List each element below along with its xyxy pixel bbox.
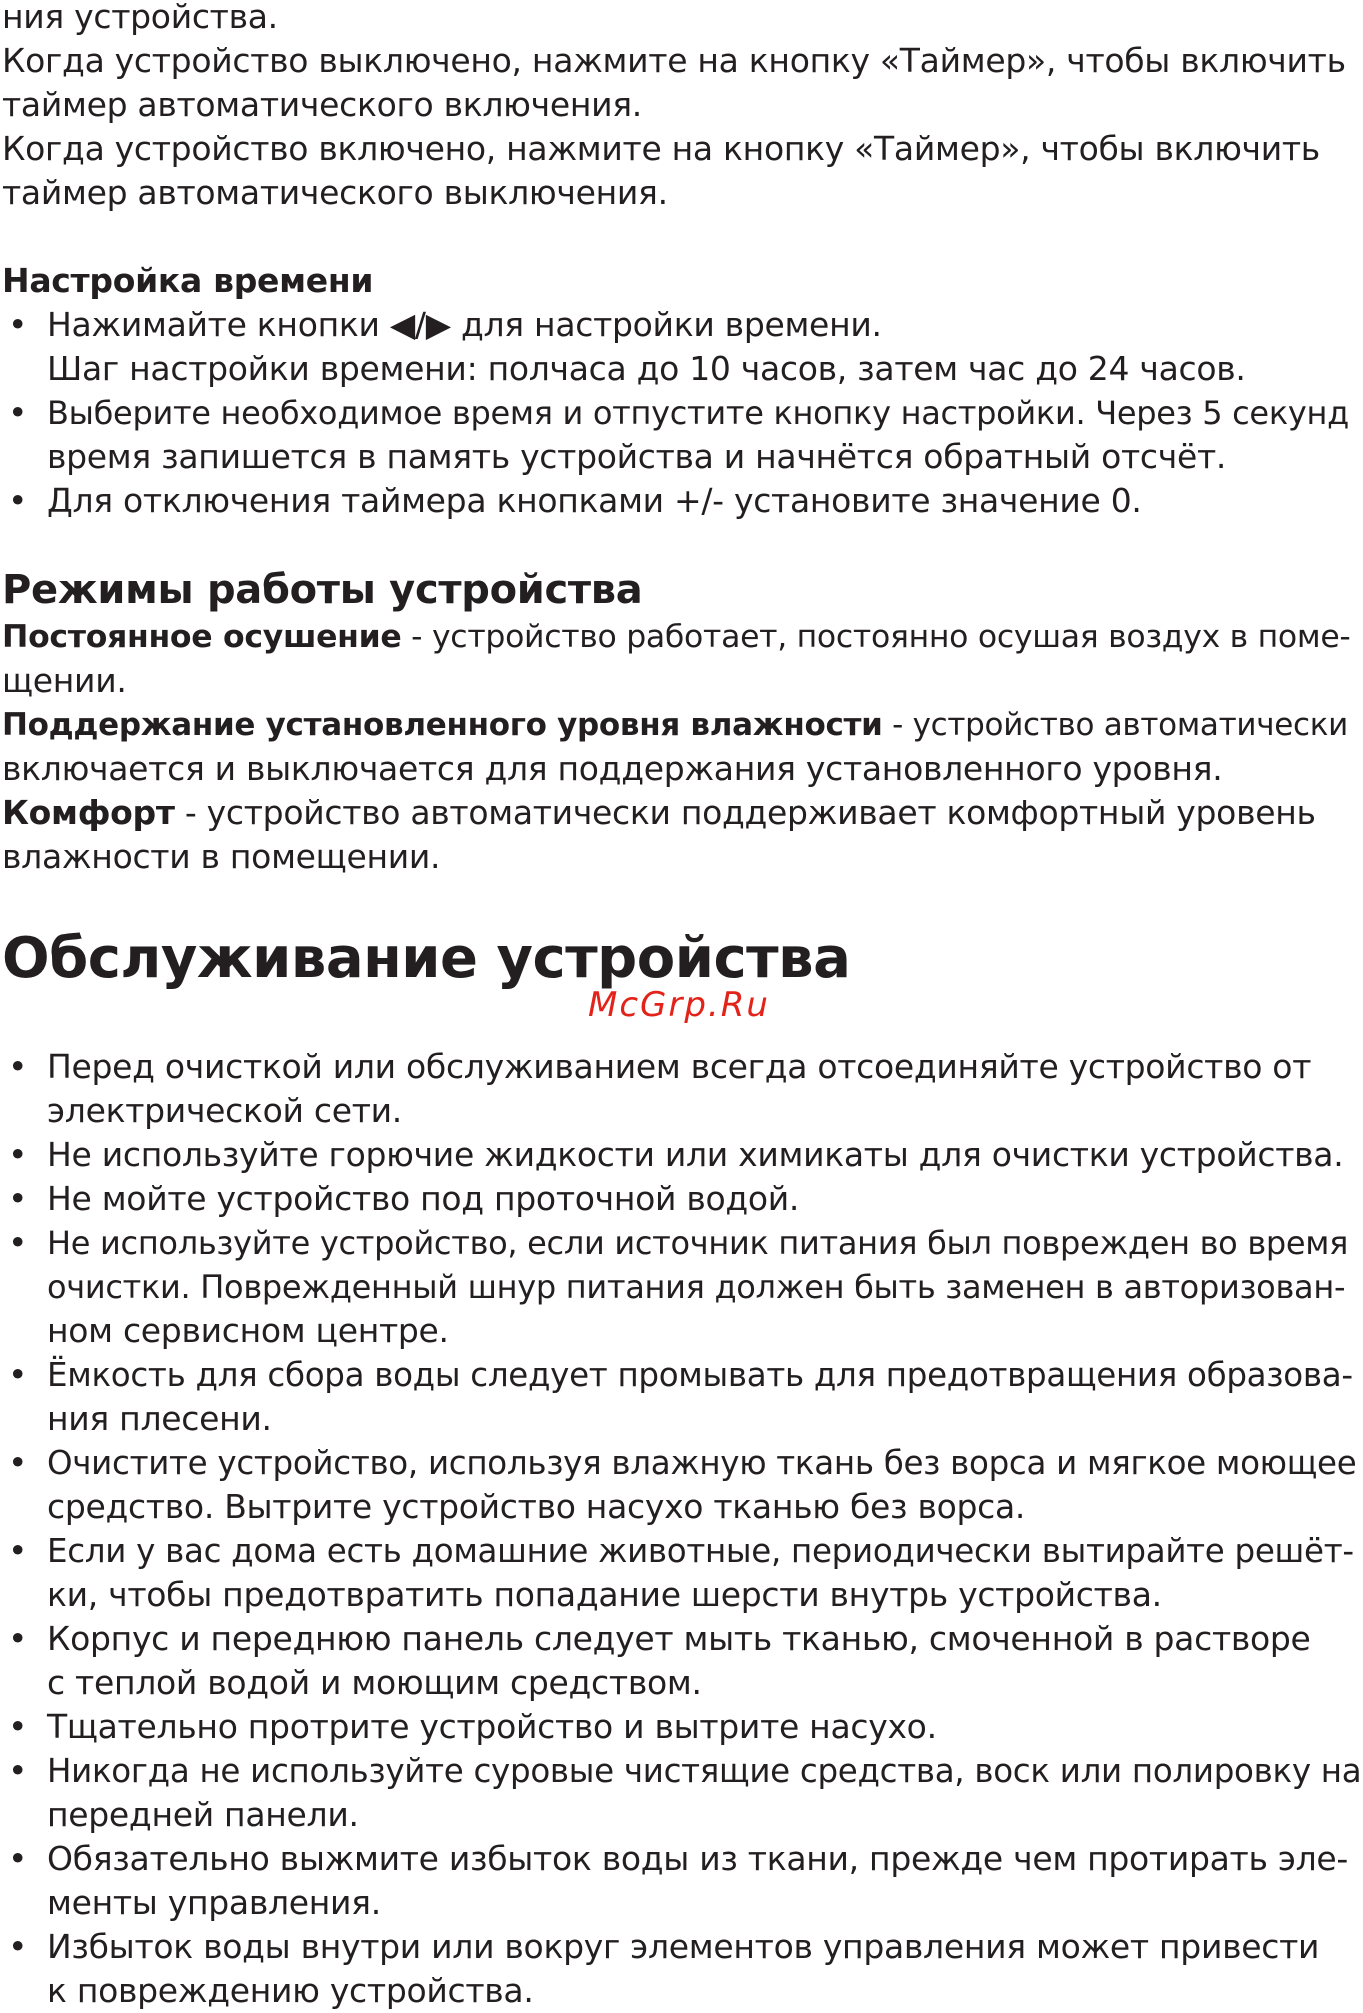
bullet-line: Избыток воды внутри или вокруг элементов управления может привести — [47, 1927, 1320, 1966]
bullet-marker: • — [8, 1751, 28, 1790]
mode-description: - устройство автоматически — [882, 707, 1349, 743]
bullet-line: ном сервисном центре. — [47, 1311, 449, 1350]
mode-term: Постоянное осушение — [2, 619, 402, 655]
intro-line: таймер автоматического включения. — [2, 85, 642, 124]
bullet-line: Очистите устройство, используя влажную ткань без ворса и мягкое моющее — [47, 1444, 1357, 1482]
watermark-text: McGrp.Ru — [588, 985, 770, 1025]
bullet-line: средство. Вытрите устройство насухо тканью без ворса. — [47, 1487, 1026, 1526]
bullet-line: к повреждению устройства. — [47, 1971, 534, 2010]
mode-item — [2, 703, 1348, 747]
bullet-marker: • — [8, 1619, 28, 1658]
bullet-marker: • — [8, 1135, 28, 1174]
bullet-line: Если у вас дома есть домашние животные, периодически вытирайте решёт- — [47, 1532, 1354, 1570]
bullet-marker: • — [8, 481, 28, 520]
bullet-line: Не используйте устройство, если источник питания был поврежден во время — [47, 1224, 1349, 1262]
bullet-line: с теплой водой и моющим средством. — [47, 1663, 702, 1702]
bullet-line: электрической сети. — [47, 1091, 402, 1130]
bullet-line: передней панели. — [47, 1795, 359, 1834]
bullet-line: Не используйте горючие жидкости или химикаты для очистки устройства. — [47, 1135, 1344, 1174]
intro-line: ния устройства. — [2, 0, 278, 36]
modes-heading: Режимы работы устройства — [2, 567, 643, 613]
bullet-line: менты управления. — [47, 1883, 381, 1922]
bullet-marker: • — [8, 1443, 28, 1482]
bullet-marker: • — [8, 1355, 28, 1394]
bullet-marker: • — [8, 1531, 28, 1570]
maintenance-heading: Обслуживание устройства — [2, 926, 851, 991]
mode-term: Поддержание установленного уровня влажности — [2, 707, 883, 743]
bullet-line: ния плесени. — [47, 1399, 272, 1438]
time-setting-heading: Настройка времени — [2, 261, 374, 300]
bullet-marker: • — [8, 305, 28, 344]
bullet-line: Ёмкость для сбора воды следует промывать для предотвращения образова- — [47, 1356, 1353, 1394]
bullet-line: Корпус и переднюю панель следует мыть тканью, смоченной в растворе — [47, 1619, 1311, 1658]
bullet-line: Выберите необходимое время и отпустите кнопку настройки. Через 5 секунд — [47, 394, 1349, 432]
mode-item — [2, 791, 1316, 835]
bullet-line: очистки. Поврежденный шнур питания должен быть заменен в авторизован- — [47, 1268, 1346, 1306]
bullet-line: Шаг настройки времени: полчаса до 10 часов, затем час до 24 часов. — [47, 349, 1246, 388]
mode-description: - устройство автоматически поддерживает комфортный уровень — [174, 793, 1316, 832]
bullet-marker: • — [8, 1839, 28, 1878]
intro-line: таймер автоматического выключения. — [2, 173, 668, 212]
mode-description-line: щении. — [2, 661, 127, 700]
bullet-marker: • — [8, 393, 28, 432]
bullet-line: Для отключения таймера кнопками +/- установите значение 0. — [47, 481, 1142, 520]
bullet-marker: • — [8, 1927, 28, 1966]
bullet-marker: • — [8, 1047, 28, 1086]
bullet-line: Нажимайте кнопки ◀/▶ для настройки времени. — [47, 305, 882, 344]
bullet-line: ки, чтобы предотвратить попадание шерсти внутрь устройства. — [47, 1575, 1162, 1614]
mode-term: Комфорт — [2, 793, 175, 832]
intro-line: Когда устройство выключено, нажмите на кнопку «Таймер», чтобы включить — [2, 41, 1346, 80]
intro-line: Когда устройство включено, нажмите на кнопку «Таймер», чтобы включить — [2, 129, 1320, 168]
bullet-line: Обязательно выжмите избыток воды из ткани, прежде чем протирать эле- — [47, 1839, 1349, 1878]
mode-description-line: влажности в помещении. — [2, 837, 441, 876]
bullet-line: Тщательно протрите устройство и вытрите насухо. — [47, 1707, 937, 1746]
bullet-line: время запишется в память устройства и начнётся обратный отсчёт. — [47, 437, 1227, 476]
bullet-marker: • — [8, 1223, 28, 1262]
mode-description: - устройство работает, постоянно осушая воздух в поме- — [401, 619, 1351, 655]
bullet-line: Перед очисткой или обслуживанием всегда отсоединяйте устройство от — [47, 1047, 1312, 1086]
bullet-line: Не мойте устройство под проточной водой. — [47, 1179, 800, 1218]
bullet-line: Никогда не используйте суровые чистящие средства, воск или полировку на — [47, 1752, 1362, 1790]
mode-item — [2, 615, 1351, 659]
bullet-marker: • — [8, 1179, 28, 1218]
mode-description-line: включается и выключается для поддержания установленного уровня. — [2, 749, 1223, 788]
bullet-marker: • — [8, 1707, 28, 1746]
